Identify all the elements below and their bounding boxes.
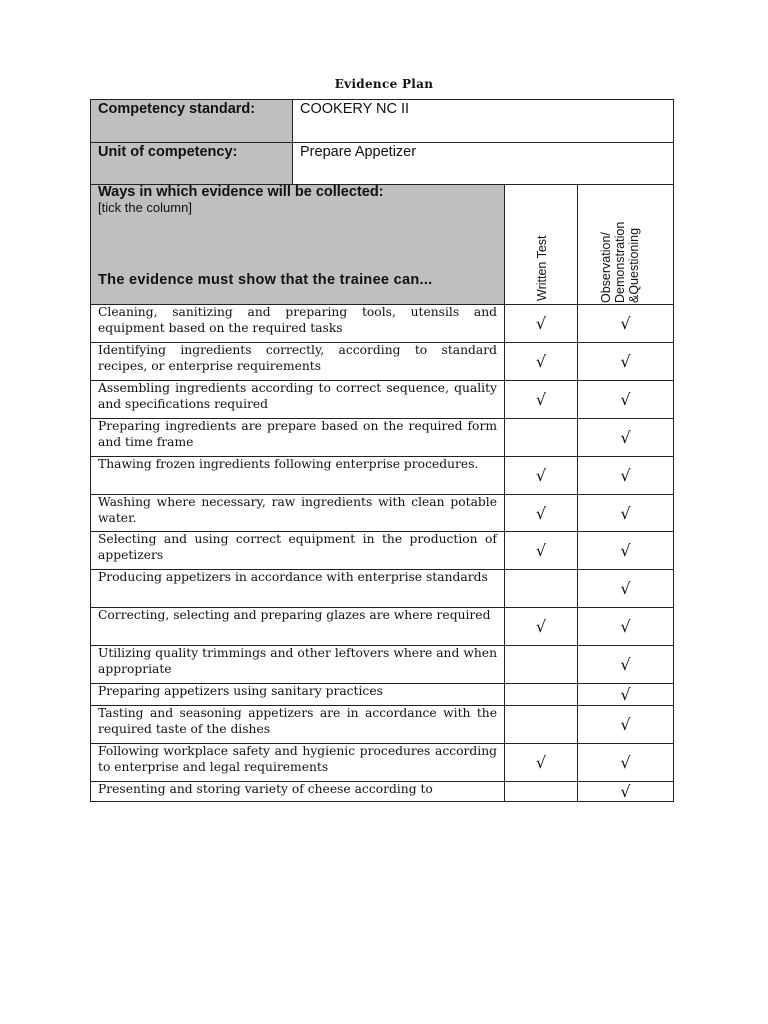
observation-check: √ [578, 706, 674, 744]
evidence-text: Presenting and storing variety of cheese according to [91, 782, 505, 802]
evidence-text: Producing appetizers in accordance with enterprise standards [91, 570, 505, 608]
evidence-intro: The evidence must show that the trainee can... [98, 272, 433, 288]
evidence-row [91, 646, 674, 684]
ways-header-cell [91, 185, 505, 305]
unit-of-competency-row [91, 143, 674, 185]
evidence-row [91, 305, 674, 343]
competency-standard-value: COOKERY NC II [293, 100, 674, 143]
ways-heading: Ways in which evidence will be collected: [98, 184, 384, 200]
evidence-row [91, 782, 674, 802]
evidence-text: Tasting and seasoning appetizers are in accordance with the required taste of the dishes [91, 706, 505, 744]
observation-check: √ [578, 495, 674, 532]
written-test-check: √ [505, 457, 578, 495]
written-test-check [505, 570, 578, 608]
observation-column-header [578, 185, 674, 305]
page-title: Evidence Plan [334, 77, 434, 91]
evidence-text: Cleaning, sanitizing and preparing tools, utensils and equipment based on the required tasks [91, 305, 505, 343]
written-test-check: √ [505, 608, 578, 646]
unit-of-competency-label: Unit of competency: [91, 143, 293, 185]
tick-note: [tick the column] [98, 200, 192, 215]
evidence-text: Preparing ingredients are prepare based on the required form and time frame [91, 419, 505, 457]
evidence-text: Washing where necessary, raw ingredients with clean potable water. [91, 495, 505, 532]
written-test-check: √ [505, 381, 578, 419]
written-test-check: √ [505, 495, 578, 532]
written-test-check [505, 646, 578, 684]
observation-check: √ [578, 570, 674, 608]
competency-standard-label: Competency standard: [91, 100, 293, 143]
unit-of-competency-value: Prepare Appetizer [293, 143, 674, 185]
written-test-check [505, 782, 578, 802]
observation-check: √ [578, 744, 674, 782]
evidence-text: Following workplace safety and hygienic procedures according to enterprise and legal requirements [91, 744, 505, 782]
observation-check: √ [578, 419, 674, 457]
evidence-plan-table [90, 99, 674, 802]
evidence-text: Assembling ingredients according to correct sequence, quality and specifications required [91, 381, 505, 419]
evidence-text: Utilizing quality trimmings and other leftovers where and when appropriate [91, 646, 505, 684]
evidence-row [91, 495, 674, 532]
written-test-check [505, 684, 578, 706]
ways-header-row [91, 185, 674, 305]
evidence-row [91, 608, 674, 646]
observation-label-line3: &Questioning [627, 227, 641, 303]
written-test-check: √ [505, 343, 578, 381]
observation-check: √ [578, 381, 674, 419]
evidence-row [91, 419, 674, 457]
evidence-row [91, 343, 674, 381]
written-test-label: Written Test [535, 235, 549, 301]
observation-check: √ [578, 305, 674, 343]
evidence-row [91, 744, 674, 782]
competency-standard-row [91, 100, 674, 143]
written-test-column-header [505, 185, 578, 305]
evidence-text: Thawing frozen ingredients following enterprise procedures. [91, 457, 505, 495]
evidence-row [91, 457, 674, 495]
evidence-text: Selecting and using correct equipment in the production of appetizers [91, 532, 505, 570]
observation-label-line2: Demonstration [613, 221, 627, 303]
evidence-row [91, 684, 674, 706]
observation-label-line1: Observation/ [599, 232, 613, 303]
evidence-row [91, 381, 674, 419]
written-test-check [505, 419, 578, 457]
observation-check: √ [578, 608, 674, 646]
evidence-row [91, 706, 674, 744]
observation-check: √ [578, 684, 674, 706]
evidence-row [91, 532, 674, 570]
written-test-check: √ [505, 532, 578, 570]
observation-check: √ [578, 343, 674, 381]
evidence-text: Preparing appetizers using sanitary practices [91, 684, 505, 706]
evidence-text: Correcting, selecting and preparing glazes are where required [91, 608, 505, 646]
observation-check: √ [578, 532, 674, 570]
evidence-text: Identifying ingredients correctly, according to standard recipes, or enterprise requirements [91, 343, 505, 381]
written-test-check: √ [505, 305, 578, 343]
written-test-check [505, 706, 578, 744]
observation-check: √ [578, 782, 674, 802]
written-test-check: √ [505, 744, 578, 782]
observation-check: √ [578, 457, 674, 495]
observation-check: √ [578, 646, 674, 684]
evidence-row [91, 570, 674, 608]
